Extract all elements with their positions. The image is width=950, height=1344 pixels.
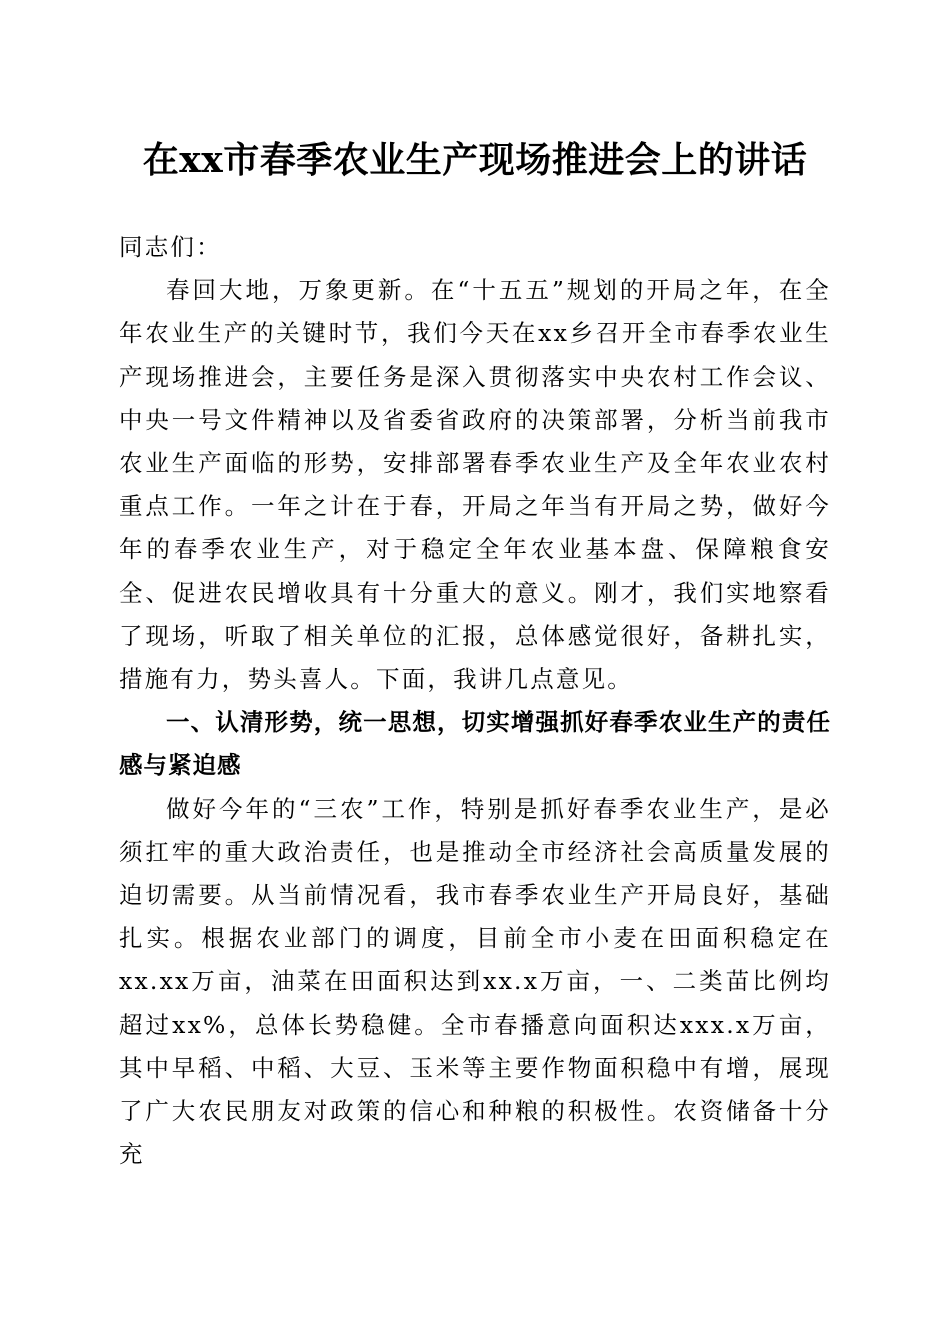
paragraph-section-one: 做好今年的“三农”工作，特别是抓好春季农业生产，是必须扛牢的重大政治责任，也是推动全市经济社会高质量发展的迫切需要。从当前情况看，我市春季农业生产开局良好，基础扎实。根据农业部门的调度，目前全市小麦在田面积稳定在xx.xx万亩，油菜在田面积达到xx.x万亩，一、二类苗比例均超过xx%，总体长势稳健。全市春播意向面积达xxx.x万亩，其中早稻、中稻、大豆、玉米等主要作物面积稳中有增，展现了广大农民朋友对政策的信心和种粮的积极性。农资储备十分充 bbox=[119, 794, 831, 1169]
document-body bbox=[119, 226, 831, 1176]
section-heading-one: 一、认清形势，统一思想，切实增强抓好春季农业生产的责任感与紧迫感 bbox=[119, 708, 831, 780]
document-title: 在xx市春季农业生产现场推进会上的讲话 bbox=[142, 139, 808, 181]
paragraph-opening: 春回大地，万象更新。在“十五五”规划的开局之年，在全年农业生产的关键时节，我们今天在xx乡召开全市春季农业生产现场推进会，主要任务是深入贯彻落实中央农村工作会议、中央一号文件精神以及省委省政府的决策部署，分析当前我市农业生产面临的形势，安排部署春季农业生产及全年农业农村重点工作。一年之计在于春，开局之年当有开局之势，做好今年的春季农业生产，对于稳定全年农业基本盘、保障粮食安全、促进农民增收具有十分重大的意义。刚才，我们实地察看了现场，听取了相关单位的汇报，总体感觉很好，备耕扎实，措施有力，势头喜人。下面，我讲几点意见。 bbox=[119, 276, 831, 694]
salutation: 同志们： bbox=[119, 233, 222, 261]
